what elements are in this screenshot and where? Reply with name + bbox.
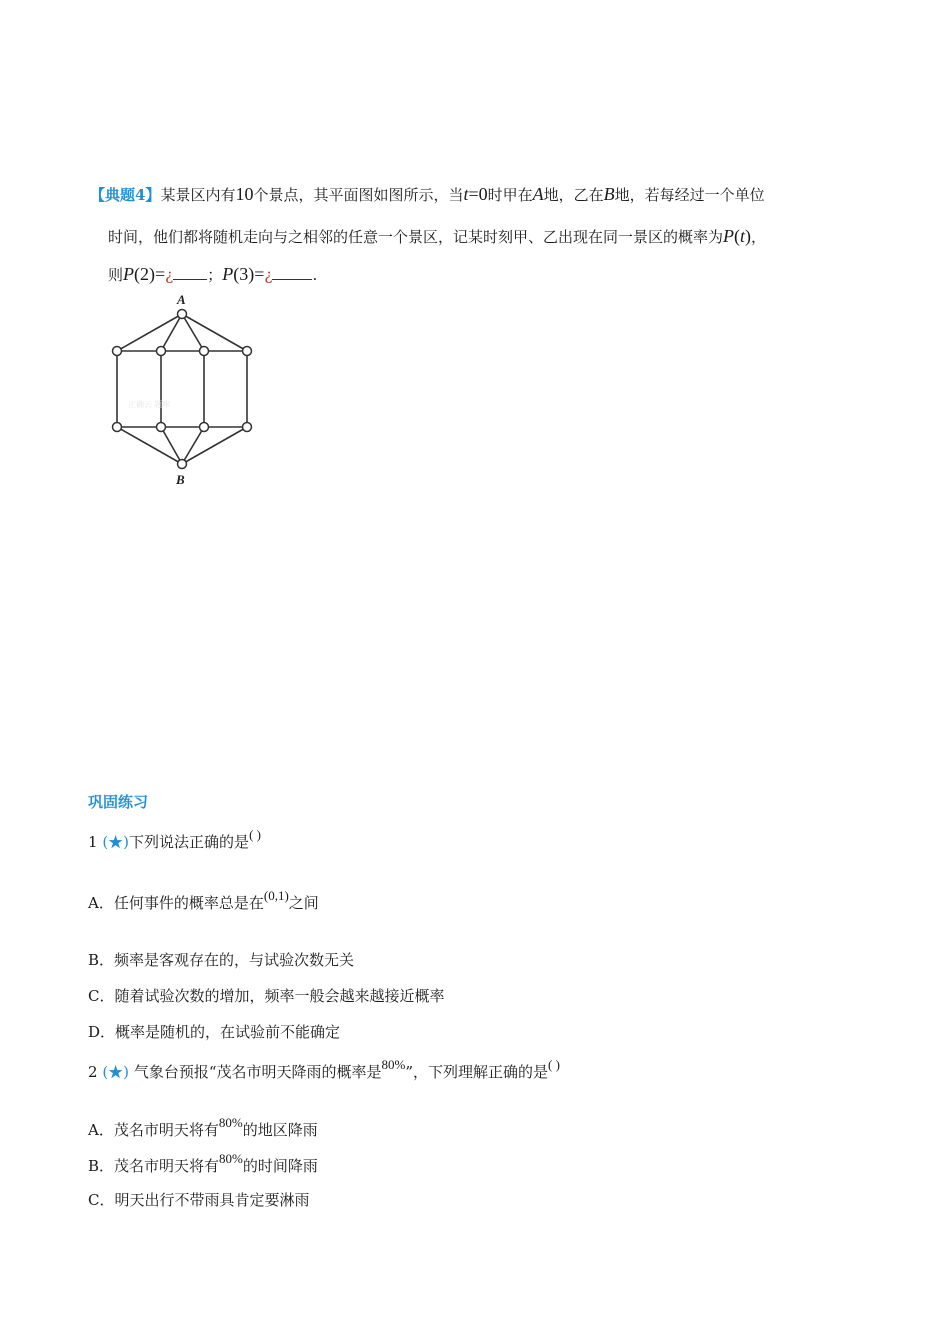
- watermark: 正确云 题库: [128, 400, 170, 409]
- q2-stem: 2 (★) 气象台预报“茂名市明天降雨的概率是80%”，下列理解正确的是( ): [88, 1057, 560, 1081]
- node-b: [178, 460, 187, 469]
- scenic-graph-figure: [100, 290, 270, 490]
- answer-blank-2: ¿: [264, 266, 273, 284]
- graph-nodes: [113, 310, 252, 469]
- q2-option-b: B．茂名市明天将有80%的时间降雨: [88, 1151, 318, 1175]
- answer-blank-1: ¿: [165, 266, 174, 284]
- example-tag: 【典题4】: [90, 186, 161, 204]
- node: [200, 423, 209, 432]
- q1-stem: 1 (★)下列说法正确的是( ): [88, 827, 261, 851]
- node: [157, 347, 166, 356]
- node: [243, 347, 252, 356]
- q1-option-a: A．任何事件的概率总是在(0,1)之间: [88, 888, 319, 912]
- example-line-2: 时间，他们都将随机走向与之相邻的任意一个景区，记某时刻甲、乙出现在同一景区的概率为P(t)，: [108, 226, 767, 246]
- label-a: A: [177, 292, 186, 307]
- node: [243, 423, 252, 432]
- difficulty-star: (★): [102, 833, 130, 851]
- node: [113, 423, 122, 432]
- q1-option-c: C．随着试验次数的增加，频率一般会越来越接近概率: [88, 987, 445, 1005]
- q2-option-a: A．茂名市明天将有80%的地区降雨: [88, 1115, 318, 1139]
- graph-edges: [117, 314, 247, 464]
- difficulty-star: (★): [102, 1063, 130, 1081]
- node-a: [178, 310, 187, 319]
- node: [200, 347, 209, 356]
- q1-option-d: D．概率是随机的，在试验前不能确定: [88, 1023, 341, 1041]
- q2-option-c: C．明天出行不带雨具肯定要淋雨: [88, 1191, 310, 1209]
- node: [157, 423, 166, 432]
- node: [113, 347, 122, 356]
- example-line-1: 【典题4】某景区内有10个景点，其平面图如图所示，当t=0时甲在A地，乙在B地，若每经过一个单位: [90, 184, 765, 204]
- example-line-3: 则P(2)=¿ ；P(3)=¿ .: [108, 264, 318, 284]
- section-title: 巩固练习: [88, 793, 149, 811]
- label-b: B: [176, 472, 185, 487]
- q1-option-b: B．频率是客观存在的，与试验次数无关: [88, 951, 355, 969]
